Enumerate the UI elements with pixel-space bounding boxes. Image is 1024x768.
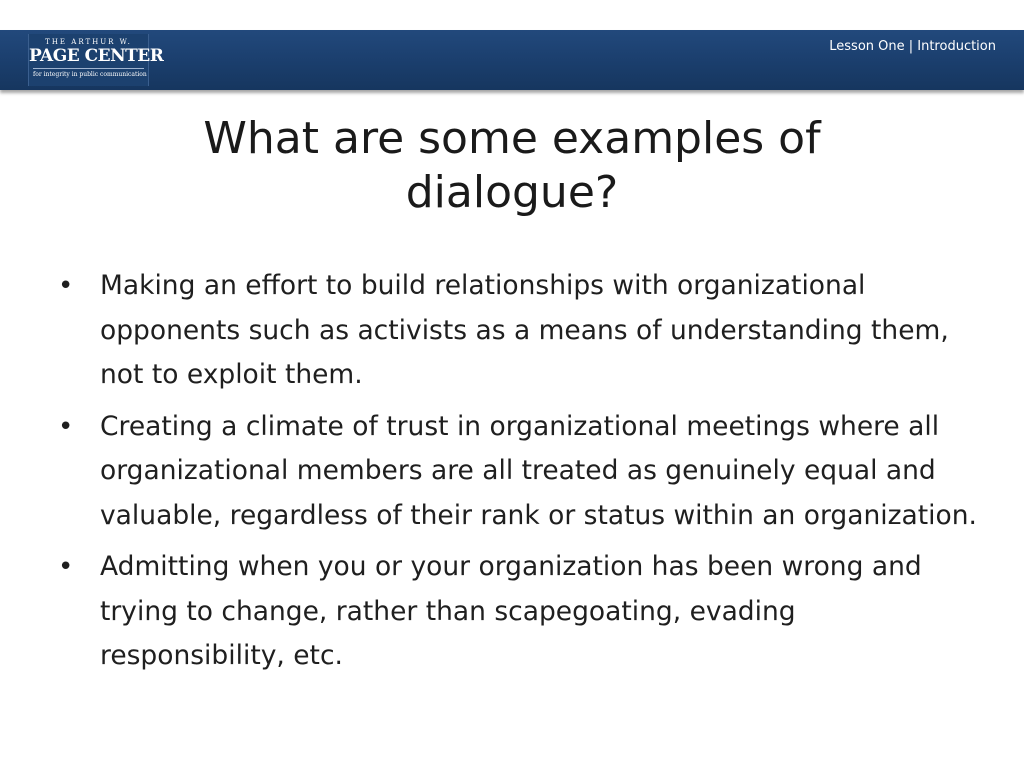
bullet-item: [58, 405, 978, 539]
bullet-text: Making an effort to build relationships with organizational opponents such as activists as a means of understanding them, not to exploit them.: [100, 270, 949, 390]
header-bar: [0, 30, 1024, 90]
slide-title: What are some examples of dialogue?: [203, 113, 821, 218]
bullet-text: Admitting when you or your organization has been wrong and trying to change, rather than scapegoating, evading responsibility, etc.: [100, 551, 922, 671]
bullet-dot-icon: •: [58, 271, 74, 301]
bullet-item: [58, 264, 978, 398]
bullet-dot-icon: •: [58, 411, 74, 442]
lesson-label: Lesson One | Introduction: [829, 39, 996, 54]
logo-line-top: THE ARTHUR W.: [45, 38, 132, 46]
bullet-text: Creating a climate of trust in organizational meetings where all organizational members are all treated as genuinely equal and valuable, regardless of their rank or status within an organization.: [100, 410, 977, 531]
logo-line-main: PAGE CENTER: [29, 46, 164, 66]
bullet-item: [58, 545, 978, 679]
page-center-logo: [28, 34, 164, 86]
bullet-list: [58, 264, 978, 686]
logo-line-sub: for integrity in public communication: [33, 68, 144, 79]
bullet-dot-icon: •: [58, 552, 74, 582]
